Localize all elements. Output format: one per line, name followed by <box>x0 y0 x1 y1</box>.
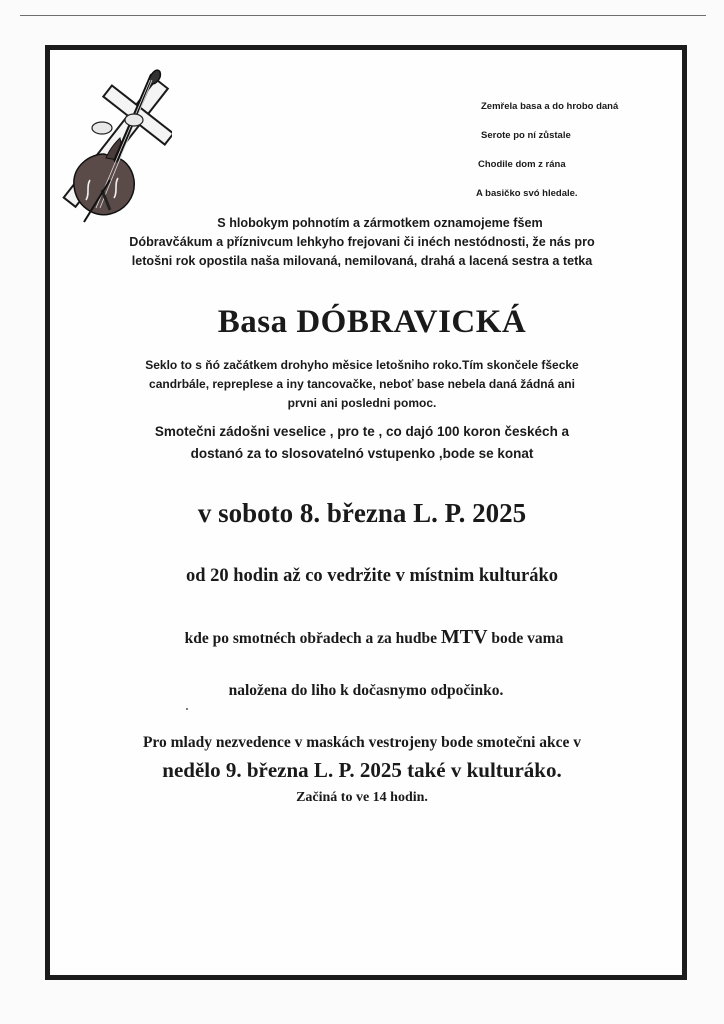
invite-line: dostanó za to slosovatelnó vstupenko ,bode se konat <box>190 446 534 461</box>
cross-and-double-bass-icon <box>60 62 172 224</box>
band-name: MTV <box>440 626 488 648</box>
poem-line: Zemřela basa a do hrobo daná <box>481 101 619 112</box>
poem-line: Chodile dom z rána <box>478 159 566 170</box>
top-rule <box>20 15 706 16</box>
start-time-line: Začiná to ve 14 hodin. <box>296 790 428 805</box>
event-time: od 20 hodin až co vedržite v místnim kulturáko <box>185 566 559 586</box>
cause-line: prvni ani posledni pomoc. <box>287 396 437 410</box>
sunday-line: nedělo 9. března L. P. 2025 také v kulturáko. <box>162 758 562 782</box>
music-before: kde po smotnéch obřadech a za hudbe <box>184 630 441 647</box>
poem-line: A basičko svó hledale. <box>476 188 578 199</box>
cause-line: candrbále, repreplese a iny tancovačke, neboť base nebela daná žádná ani <box>149 377 575 391</box>
scan-speck <box>186 708 188 710</box>
rest-line: naložena do liho k dočasnymo odpočinko. <box>228 682 504 699</box>
intro-line: Dóbravčákum a příznivcum lehkyho frejovani či inéch nestódnosti, že nás pro <box>129 235 595 249</box>
music-line <box>0 626 724 649</box>
event-date: v soboto 8. března L. P. 2025 <box>197 498 527 528</box>
poem-line: Serote po ní zůstale <box>481 130 571 141</box>
intro-line: letošni rok opostila naša milovaná, nemilovaná, drahá a lacená sestra a tetka <box>131 254 593 268</box>
invite-line: Smotečni zádošni veselice , pro te , co dajó 100 koron českéch a <box>154 424 570 439</box>
masks-line: Pro mlady nezvedence v maskách vestrojeny bode smotečni akce v <box>142 734 582 751</box>
deceased-name: Basa DÓBRAVICKÁ <box>217 304 527 340</box>
cause-line: Seklo to s ňó začátkem drohyho měsice letošniho roko.Tím skončele fšecke <box>145 358 579 372</box>
intro-line: S hlobokym pohnotím a zármotkem oznamojeme fšem <box>217 216 543 230</box>
music-after: bode vama <box>487 630 564 647</box>
